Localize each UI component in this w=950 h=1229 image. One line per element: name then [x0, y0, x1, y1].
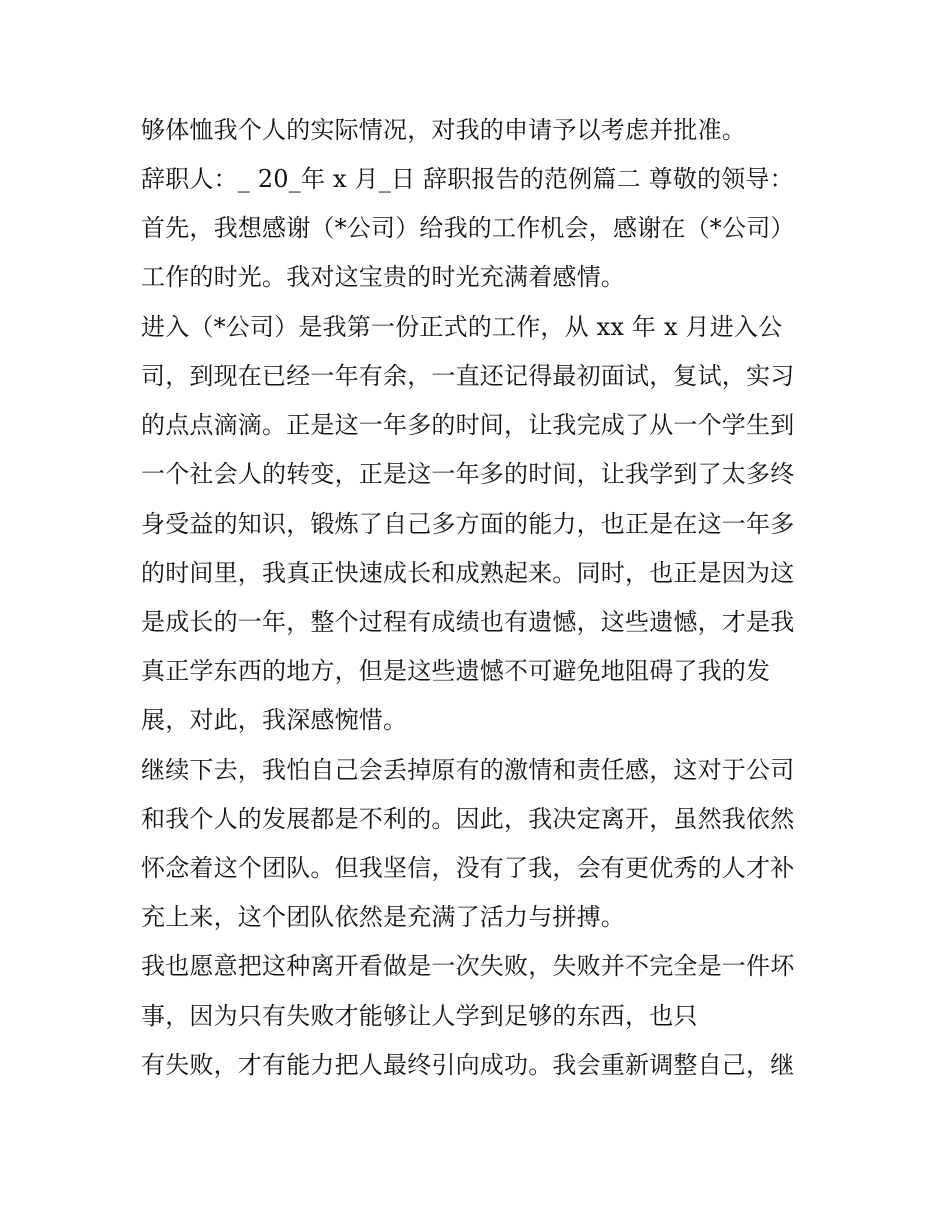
text-line: 怀念着这个团队。但我坚信，没有了我，会有更优秀的人才补 — [141, 854, 795, 882]
text-line: 充上来，这个团队依然是充满了活力与拼搏。 — [141, 903, 625, 931]
text-line: 真正学东西的地方，但是这些遗憾不可避免地阻碍了我的发 — [141, 657, 771, 685]
text-line: 够体恤我个人的实际情况，对我的申请予以考虑并批准。 — [141, 116, 746, 144]
text-line: 的时间里，我真正快速成长和成熟起来。同时，也正是因为这 — [141, 559, 795, 587]
text-line: 继续下去，我怕自己会丢掉原有的激情和责任感，这对于公司 — [141, 756, 795, 784]
text-line: 进入（*公司）是我第一份正式的工作，从 xx 年 x 月进入公 — [141, 313, 783, 341]
text-line: 是成长的一年，整个过程有成绩也有遗憾，这些遗憾，才是我 — [141, 608, 795, 636]
text-line: 展，对此，我深感惋惜。 — [141, 706, 408, 734]
text-line: 我也愿意把这种离开看做是一次失败，失败并不完全是一件坏 — [141, 952, 795, 980]
text-line: 身受益的知识，锻炼了自己多方面的能力，也正是在这一年多 — [141, 510, 795, 538]
text-line: 司，到现在已经一年有余，一直还记得最初面试，复试，实习 — [141, 362, 795, 390]
text-line: 事，因为只有失败才能够让人学到足够的东西，也只 — [141, 1002, 698, 1030]
text-line: 的点点滴滴。正是这一年多的时间，让我完成了从一个学生到 — [141, 411, 795, 439]
text-line: 和我个人的发展都是不利的。因此，我决定离开，虽然我依然 — [141, 805, 795, 833]
text-line: 首先，我想感谢（*公司）给我的工作机会，感谢在（*公司） — [141, 214, 795, 242]
text-line: 一个社会人的转变，正是这一年多的时间，让我学到了太多终 — [141, 460, 795, 488]
text-line: 有失败，才有能力把人最终引向成功。我会重新调整自己，继 — [141, 1051, 795, 1079]
text-line: 工作的时光。我对这宝贵的时光充满着感情。 — [141, 263, 625, 291]
text-line: 辞职人：_ 20_年 x 月_日 辞职报告的范例篇二 尊敬的领导： — [141, 165, 794, 193]
